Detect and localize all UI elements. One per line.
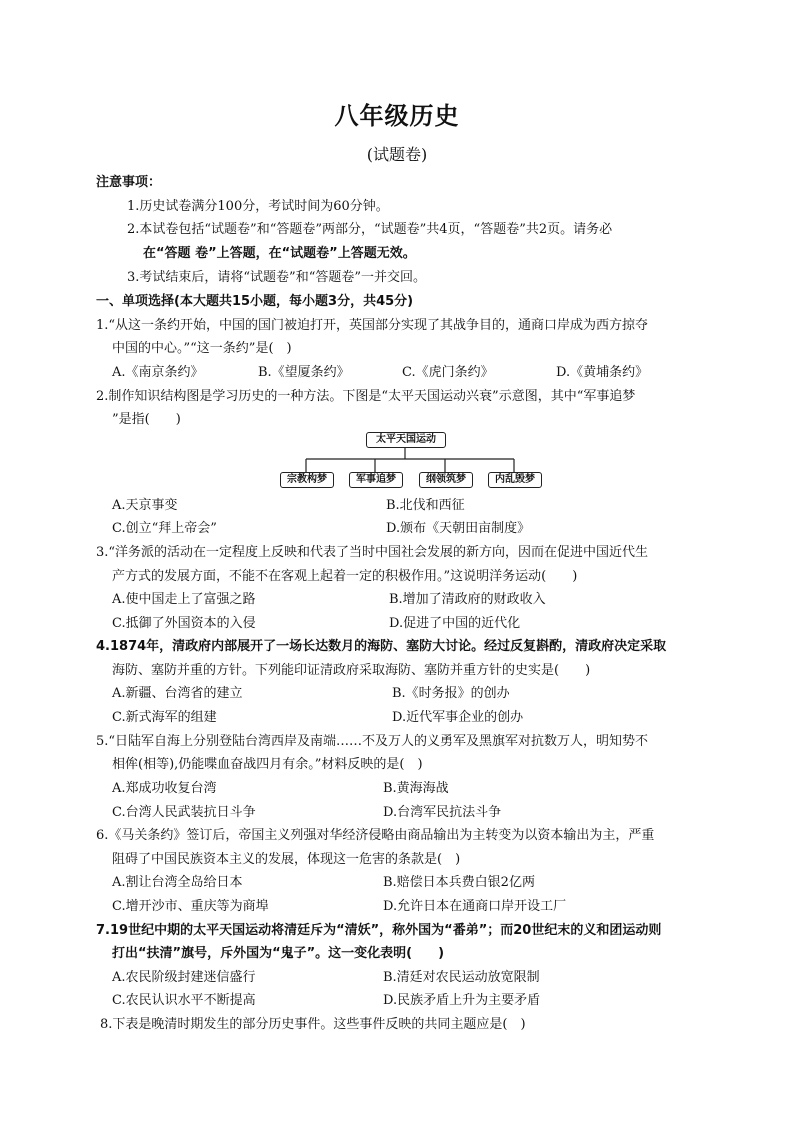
question-stem: 5.“日陆军自海上分别登陆台湾西岸及南端……不及万人的义勇军及黑旗军对抗数万人，明知势不: [96, 734, 649, 749]
notice-item: 在“答题 卷”上答题，在“试题卷”上答题无效。: [143, 246, 416, 261]
question-stem: 3.“洋务派的活动在一定程度上反映和代表了当时中国社会发展的新方向，因而在促进中国近代生: [96, 545, 649, 560]
option-a: A.新疆、台湾省的建立: [112, 686, 243, 701]
page-subtitle: (试题卷): [366, 145, 428, 164]
option-b: B.黄海海战: [383, 781, 449, 796]
diagram-node-program: 纲领筑梦: [419, 472, 473, 488]
question-stem: 相侔(相等),仍能喋血奋战四月有余。”材料反映的是( ): [112, 757, 423, 772]
question-stem: 海防、塞防并重的方针。下列能印证清政府采取海防、塞防并重方针的史实是( ): [112, 663, 591, 678]
notice-item: 3.考试结束后，请将“试题卷”和“答题卷”一并交回。: [127, 270, 426, 285]
option-c: C.新式海军的组建: [112, 710, 217, 725]
section-heading: 一、单项选择(本大题共15小题，每小题3分，共45分): [96, 294, 414, 309]
option-c: C.农民认识水平不断提高: [112, 993, 256, 1008]
option-c: C.抵御了外国资本的入侵: [112, 616, 256, 631]
diagram-node-turmoil: 内乱毁梦: [488, 472, 542, 488]
option-d: D.近代军事企业的创办: [392, 710, 524, 725]
option-d: D.《黄埔条约》: [556, 365, 649, 380]
option-b: B.清廷对农民运动放宽限制: [383, 970, 540, 985]
option-b: B.《望厦条约》: [258, 365, 350, 380]
option-a: A.天京事变: [112, 498, 178, 513]
question-stem: 1.“从这一条约开始，中国的国门被迫打开，英国部分实现了其战争目的，通商口岸成为西方掠夺: [96, 318, 649, 333]
diagram-root-box: 太平天国运动: [366, 432, 446, 448]
notice-heading: 注意事项：: [96, 175, 162, 190]
page-title: 八年级历史: [334, 102, 460, 130]
option-c: C.台湾人民武装抗日斗争: [112, 805, 256, 820]
question-stem: 8.下表是晚清时期发生的部分历史事件。这些事件反映的共同主题应是( ): [100, 1017, 526, 1032]
option-a: A.农民阶级封建迷信盛行: [112, 970, 256, 985]
question-stem: ”是指( ): [112, 412, 181, 427]
notice-item: 2.本试卷包括“试题卷”和“答题卷”两部分，“试题卷”共4页，“答题卷”共2页。请务必: [127, 222, 613, 237]
option-a: A.割让台湾全岛给日本: [112, 875, 243, 890]
knowledge-structure-diagram: [268, 426, 550, 496]
option-a: A.郑成功收复台湾: [112, 781, 217, 796]
diagram-node-military: 军事追梦: [349, 472, 403, 488]
question-stem: 产方式的发展方面，不能不在客观上起着一定的积极作用。”这说明洋务运动( ): [112, 569, 578, 584]
option-b: B.增加了清政府的财政收入: [389, 592, 546, 607]
option-d: D.台湾军民抗法斗争: [383, 805, 502, 820]
diagram-node-religion: 宗教构梦: [280, 472, 334, 488]
option-b: B.赔偿日本兵费白银2亿两: [383, 875, 535, 890]
option-b: B.《时务报》的创办: [392, 686, 510, 701]
option-d: D.促进了中国的近代化: [389, 616, 521, 631]
question-stem: 2.制作知识结构图是学习历史的一种方法。下图是“太平天国运动兴衰”示意图，其中“军事追梦: [96, 389, 636, 404]
question-stem: 中国的中心。”“这一条约”是( ): [112, 341, 292, 356]
option-d: D.民族矛盾上升为主要矛盾: [383, 993, 541, 1008]
option-c: C.创立“拜上帝会”: [112, 521, 217, 536]
question-stem: 打出“扶清”旗号，斥外国为“鬼子”。这一变化表明( ): [112, 946, 445, 961]
option-d: D.允许日本在通商口岸开设工厂: [383, 899, 567, 914]
option-b: B.北伐和西征: [386, 498, 465, 513]
question-stem: 4.1874年，清政府内部展开了一场长达数月的海防、塞防大讨论。经过反复斟酌，清政府决定采取: [96, 639, 667, 654]
option-a: A.使中国走上了富强之路: [112, 592, 256, 607]
question-stem: 6.《马关条约》签订后，帝国主义列强对华经济侵略由商品输出为主转变为以资本输出为主，严重: [96, 828, 655, 843]
option-a: A.《南京条约》: [112, 365, 204, 380]
question-stem: 阻碍了中国民族资本主义的发展，体现这一危害的条款是( ): [112, 852, 461, 867]
question-stem: 7.19世纪中期的太平天国运动将清廷斥为“清妖”，称外国为“番弟”；而20世纪末的义和团运动则: [96, 923, 662, 938]
option-d: D.颁布《天朝田亩制度》: [386, 521, 531, 536]
notice-item: 1.历史试卷满分100分，考试时间为60分钟。: [127, 199, 389, 214]
option-c: C.增开沙市、重庆等为商埠: [112, 899, 269, 914]
option-c: C.《虎门条约》: [402, 365, 494, 380]
